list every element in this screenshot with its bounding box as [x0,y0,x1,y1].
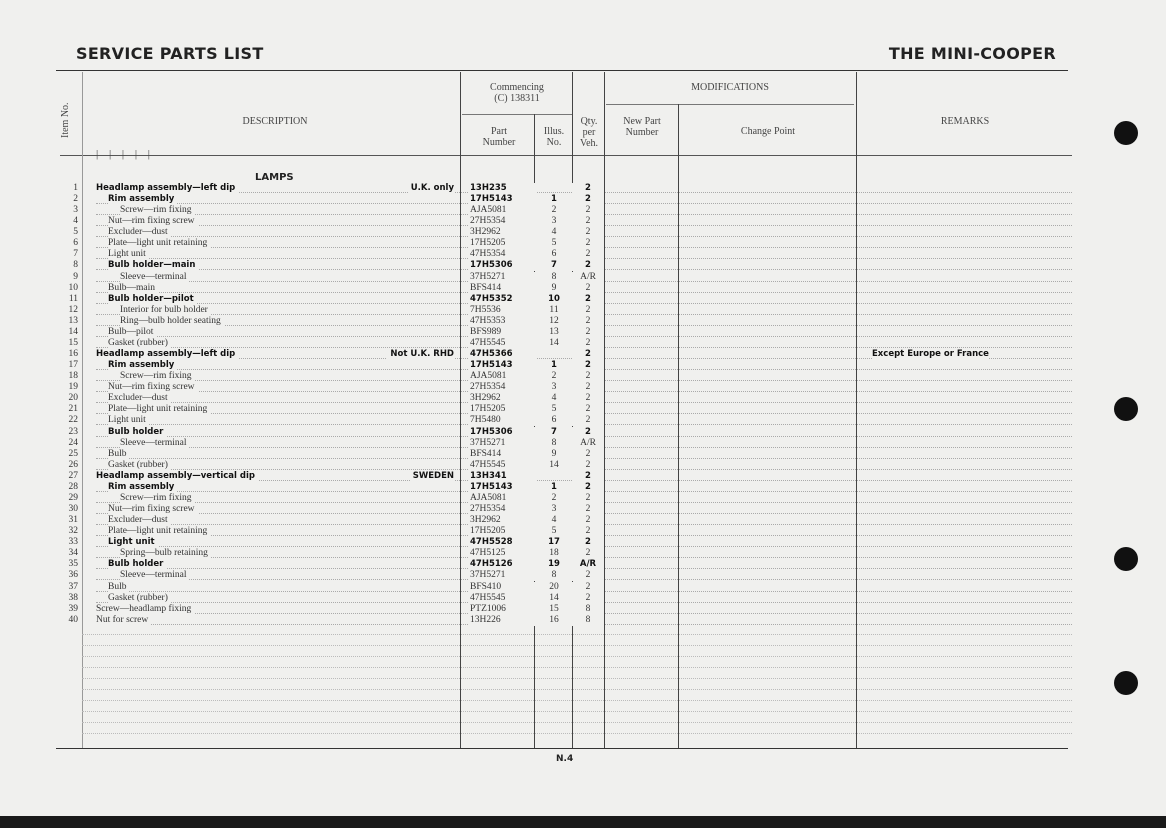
empty-row [82,667,1072,668]
empty-row [82,645,1072,646]
quantity: 2 [572,305,604,316]
table-row [60,349,1072,360]
quantity: 2 [572,504,604,515]
part-number: AJA5081 [468,493,536,504]
part-number: 47H5125 [468,548,536,559]
illus-number: 14 [536,593,572,604]
quantity: 2 [572,415,604,426]
table-row [60,294,1072,305]
table-row [60,272,1072,283]
illus-number: 4 [536,227,572,238]
modifications-rule [606,104,854,105]
item-number: 36 [60,570,78,581]
part-number: 17H5306 [468,427,536,438]
table-row [60,283,1072,294]
item-description: Sleeve—terminal [120,570,189,581]
part-number: PTZ1006 [468,604,536,615]
part-number: 27H5354 [468,382,536,393]
illus-number: 6 [536,415,572,426]
part-number: 13H226 [468,615,536,626]
table-row [60,238,1072,249]
illus-number: 9 [536,449,572,460]
illus-number: 18 [536,548,572,559]
item-description: Excluder—dust [108,515,171,526]
quantity: 2 [572,294,604,305]
quantity: 2 [572,316,604,327]
item-description: Rim assembly [108,482,177,493]
item-number: 9 [60,272,78,283]
quantity: 8 [572,604,604,615]
empty-row [82,711,1072,712]
item-number: 5 [60,227,78,238]
item-number: 29 [60,493,78,504]
part-number: 3H2962 [468,515,536,526]
table-row [60,604,1072,615]
item-description: Headlamp assembly—left dip [96,349,238,360]
table-row [60,316,1072,327]
item-description: Nut—rim fixing screw [108,382,198,393]
part-number: AJA5081 [468,371,536,382]
illus-number: 9 [536,283,572,294]
quantity: 2 [572,249,604,260]
item-number: 18 [60,371,78,382]
quantity: 2 [572,183,604,194]
quantity: 2 [572,515,604,526]
illus-number: 1 [536,194,572,205]
table-row [60,593,1072,604]
quantity: 2 [572,227,604,238]
table-row [60,427,1072,438]
quantity: 2 [572,360,604,371]
binder-hole [1114,121,1138,145]
quantity: 2 [572,216,604,227]
table-row [60,559,1072,570]
quantity: 2 [572,327,604,338]
illus-number: 5 [536,238,572,249]
section-title: LAMPS [255,172,294,183]
quantity: 2 [572,260,604,271]
scan-edge [0,816,1166,828]
item-number: 24 [60,438,78,449]
table-row [60,449,1072,460]
illus-number: 10 [536,294,572,305]
table-row [60,371,1072,382]
illus-number: 19 [536,559,572,570]
part-number: 27H5354 [468,216,536,227]
illus-number: 5 [536,526,572,537]
item-number: 30 [60,504,78,515]
empty-row [82,722,1072,723]
table-row [60,615,1072,626]
quantity: 2 [572,482,604,493]
empty-row [82,700,1072,701]
item-number: 31 [60,515,78,526]
part-number: 37H5271 [468,570,536,581]
commencing-header: Commencing [490,82,544,93]
item-number: 3 [60,205,78,216]
illus-number: 3 [536,216,572,227]
quantity: 2 [572,238,604,249]
part-number: BFS414 [468,449,536,460]
illus-number: 13 [536,327,572,338]
quantity: 2 [572,537,604,548]
header-top-rule [56,70,1068,71]
item-description: Bulb [108,582,129,593]
table-row [60,382,1072,393]
item-number: 7 [60,249,78,260]
quantity: 2 [572,283,604,294]
item-condition: Not U.K. RHD [387,349,454,360]
item-description: Screw—rim fixing [120,371,195,382]
part-number: BFS414 [468,283,536,294]
quantity: 2 [572,205,604,216]
quantity: 2 [572,582,604,593]
table-row [60,570,1072,581]
part-number: 17H5143 [468,194,536,205]
item-number: 40 [60,615,78,626]
illus-number: 6 [536,249,572,260]
illus-number: 2 [536,205,572,216]
table-row [60,327,1072,338]
illus-number: 4 [536,393,572,404]
illus-number: 20 [536,582,572,593]
item-description: Bulb holder—main [108,260,198,271]
item-description: Light unit [108,537,158,548]
part-number: 47H5545 [468,460,536,471]
illus-number: 8 [536,570,572,581]
part-number: 3H2962 [468,393,536,404]
quantity: 2 [572,570,604,581]
item-number: 11 [60,294,78,305]
item-number: 20 [60,393,78,404]
header-bottom-rule [60,155,1072,156]
item-description: Plate—light unit retaining [108,404,210,415]
item-number: 23 [60,427,78,438]
part-number: 47H5545 [468,338,536,349]
item-no-header: Item No. [60,102,71,138]
item-description: Nut for screw [96,615,151,626]
item-description: Light unit [108,249,149,260]
quantity: 2 [572,371,604,382]
item-number: 1 [60,183,78,194]
table-row [60,183,1072,194]
part-number: 3H2962 [468,227,536,238]
table-row [60,504,1072,515]
item-number: 28 [60,482,78,493]
part-number: 47H5352 [468,294,536,305]
item-description: Bulb—main [108,283,158,294]
part-number: 37H5271 [468,272,536,283]
item-description: Bulb holder [108,427,166,438]
quantity: 2 [572,493,604,504]
item-description: Screw—rim fixing [120,493,195,504]
part-number-header: Part Number [482,126,516,148]
item-description: Interior for bulb holder [120,305,211,316]
table-row [60,415,1072,426]
table-row [60,205,1072,216]
part-number: 17H5143 [468,482,536,493]
commencing-car-header: (C) 138311 [494,93,540,104]
illus-number: 2 [536,371,572,382]
item-number: 8 [60,260,78,271]
item-description: Headlamp assembly—left dip [96,183,238,194]
item-description: Screw—rim fixing [120,205,195,216]
quantity: A/R [572,559,604,570]
item-number: 33 [60,537,78,548]
illus-number: 1 [536,360,572,371]
table-row [60,537,1072,548]
illus-no-header: Illus. No. [543,126,565,148]
item-number: 34 [60,548,78,559]
description-header: DESCRIPTION [242,116,308,127]
part-number: 47H5126 [468,559,536,570]
binder-hole [1114,671,1138,695]
quantity: 2 [572,593,604,604]
item-description: Nut—rim fixing screw [108,504,198,515]
table-row [60,482,1072,493]
item-description: Nut—rim fixing screw [108,216,198,227]
item-condition: SWEDEN [410,471,454,482]
table-row [60,460,1072,471]
item-number: 21 [60,404,78,415]
page-number: N.4 [556,754,574,764]
item-number: 2 [60,194,78,205]
illus-number: 12 [536,316,572,327]
part-number: 17H5205 [468,238,536,249]
item-number: 19 [60,382,78,393]
item-number: 37 [60,582,78,593]
part-number: 47H5545 [468,593,536,604]
illus-number: 16 [536,615,572,626]
illus-number: 17 [536,537,572,548]
empty-row [82,656,1072,657]
empty-row [82,634,1072,635]
item-description: Plate—light unit retaining [108,238,210,249]
qty-header: Qty. per Veh. [579,116,599,149]
item-description: Spring—bulb retaining [120,548,211,559]
quantity: 2 [572,393,604,404]
item-number: 6 [60,238,78,249]
part-number: 37H5271 [468,438,536,449]
part-number: 7H5480 [468,415,536,426]
quantity: A/R [572,272,604,283]
part-number: BFS410 [468,582,536,593]
remark: Except Europe or France [872,349,989,360]
item-number: 32 [60,526,78,537]
item-number: 22 [60,415,78,426]
item-description: Bulb [108,449,129,460]
quantity: 2 [572,460,604,471]
binder-hole [1114,397,1138,421]
item-description: Bulb—pilot [108,327,156,338]
new-part-number-header: New Part Number [623,116,661,138]
item-number: 15 [60,338,78,349]
table-row [60,249,1072,260]
item-description: Plate—light unit retaining [108,526,210,537]
modifications-header: MODIFICATIONS [691,82,769,93]
item-number: 35 [60,559,78,570]
empty-row [82,689,1072,690]
table-row [60,194,1072,205]
item-description: Rim assembly [108,194,177,205]
table-row [60,338,1072,349]
item-description: Headlamp assembly—vertical dip [96,471,258,482]
item-condition: U.K. only [408,183,454,194]
table-row [60,526,1072,537]
binder-hole [1114,547,1138,571]
table-row [60,393,1072,404]
illus-number: 11 [536,305,572,316]
illus-number: 15 [536,604,572,615]
illus-number: 4 [536,515,572,526]
item-description: Rim assembly [108,360,177,371]
quantity: 2 [572,194,604,205]
part-number: 13H235 [468,183,536,194]
part-number: 47H5353 [468,316,536,327]
table-row [60,548,1072,559]
quantity: 2 [572,404,604,415]
item-number: 16 [60,349,78,360]
illus-number: 5 [536,404,572,415]
part-number: 7H5536 [468,305,536,316]
item-description: Bulb holder—pilot [108,294,197,305]
remarks-header: REMARKS [940,116,990,127]
item-number: 26 [60,460,78,471]
item-number: 10 [60,283,78,294]
item-description: Gasket (rubber) [108,338,171,349]
item-number: 27 [60,471,78,482]
illus-number: 14 [536,460,572,471]
part-number: 17H5205 [468,526,536,537]
table-row [60,305,1072,316]
illus-number: 7 [536,260,572,271]
table-row [60,260,1072,271]
table-row [60,227,1072,238]
item-number: 13 [60,316,78,327]
table-row [60,216,1072,227]
quantity: 2 [572,526,604,537]
vehicle-title: THE MINI-COOPER [888,44,1056,63]
item-number: 4 [60,216,78,227]
item-number: 38 [60,593,78,604]
quantity: 2 [572,349,604,360]
quantity: 2 [572,548,604,559]
item-number: 12 [60,305,78,316]
item-description: Light unit [108,415,149,426]
table-row [60,438,1072,449]
table-row [60,493,1072,504]
item-description: Bulb holder [108,559,166,570]
illus-number: 3 [536,382,572,393]
part-number: BFS989 [468,327,536,338]
empty-row [82,678,1072,679]
illus-number: 8 [536,438,572,449]
part-number: 47H5528 [468,537,536,548]
item-number: 25 [60,449,78,460]
item-description: Screw—headlamp fixing [96,604,194,615]
part-number: 13H341 [468,471,536,482]
item-description: Ring—bulb holder seating [120,316,224,327]
table-row [60,515,1072,526]
part-number: 47H5366 [468,349,536,360]
illus-number: 1 [536,482,572,493]
item-description: Sleeve—terminal [120,438,189,449]
item-number: 39 [60,604,78,615]
part-number: 17H5306 [468,260,536,271]
quantity: 2 [572,471,604,482]
part-number: 47H5354 [468,249,536,260]
illus-number: 8 [536,272,572,283]
document-title: SERVICE PARTS LIST [76,44,264,63]
indent-marks: | | | | | [96,148,155,160]
quantity: 2 [572,382,604,393]
table-bottom-rule [56,748,1068,749]
quantity: 2 [572,338,604,349]
commencing-rule [462,114,572,115]
part-number: 17H5143 [468,360,536,371]
quantity: A/R [572,438,604,449]
table-row [60,360,1072,371]
quantity: 8 [572,615,604,626]
item-description: Excluder—dust [108,393,171,404]
item-number: 17 [60,360,78,371]
illus-number: 14 [536,338,572,349]
item-description: Gasket (rubber) [108,593,171,604]
empty-row [82,733,1072,734]
quantity: 2 [572,427,604,438]
table-row [60,582,1072,593]
item-number: 14 [60,327,78,338]
illus-number: 7 [536,427,572,438]
change-point-header: Change Point [740,126,796,137]
quantity: 2 [572,449,604,460]
illus-number: 3 [536,504,572,515]
illus-number: 2 [536,493,572,504]
part-number: 17H5205 [468,404,536,415]
part-number: AJA5081 [468,205,536,216]
part-number: 27H5354 [468,504,536,515]
item-description: Gasket (rubber) [108,460,171,471]
table-row [60,471,1072,482]
item-description: Sleeve—terminal [120,272,189,283]
table-row [60,404,1072,415]
item-description: Excluder—dust [108,227,171,238]
